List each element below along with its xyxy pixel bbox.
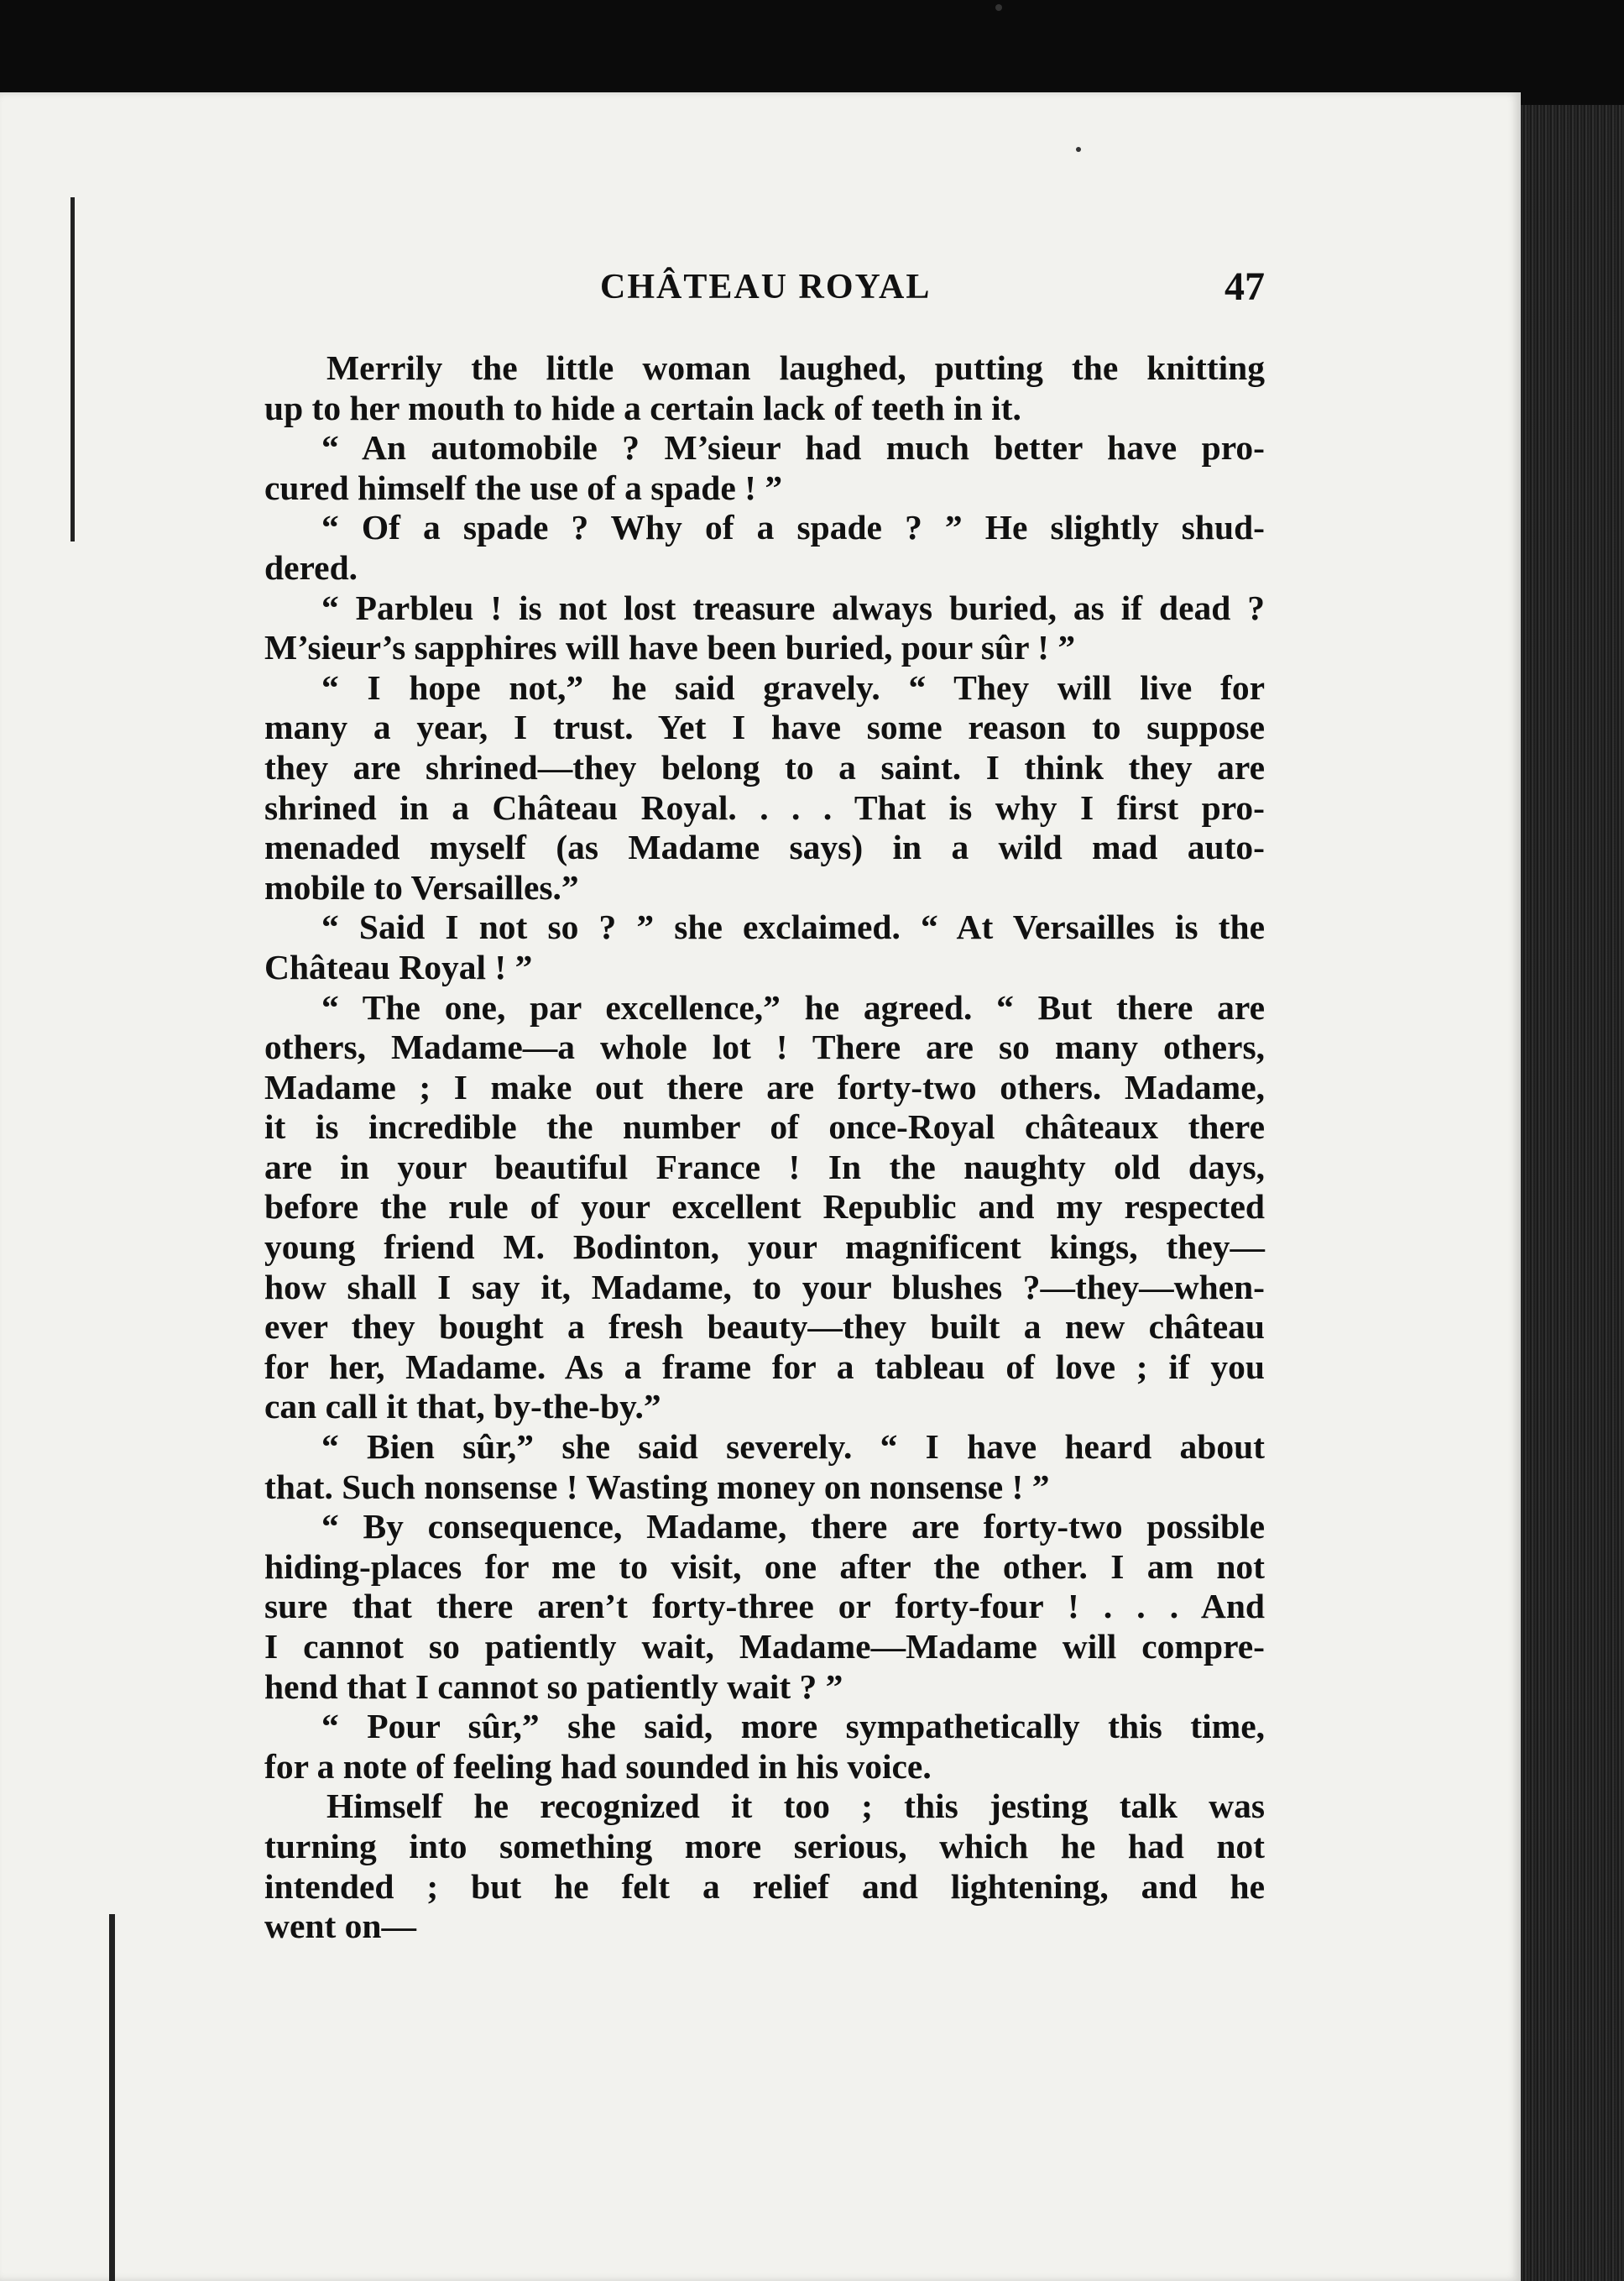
text-line: “ The one, par excellence,” he agreed. “ But there are — [321, 987, 1265, 1027]
scan-speck — [995, 4, 1002, 11]
text-line: others, Madame—a whole lot ! There are so many others, — [264, 1028, 1265, 1067]
text-line: many a year, I trust. Yet I have some reason to suppose — [264, 708, 1265, 747]
text-line: sure that there aren’t forty-three or forty-four ! . . . And — [264, 1587, 1265, 1626]
text-line: Himself he recognized it too ; this jesting talk was — [326, 1787, 1265, 1826]
text-line: shrined in a Château Royal. . . . That is why I first pro- — [264, 787, 1265, 827]
body-text — [264, 348, 1265, 1947]
page-header — [264, 264, 1265, 317]
text-line: how shall I say it, Madame, to your blushes ?—they—when- — [264, 1267, 1265, 1306]
text-line: before the rule of your excellent Republic and my respected — [264, 1187, 1265, 1227]
text-line: cured himself the use of a spade ! ” — [264, 468, 783, 507]
text-line: “ Bien sûr,” she said severely. “ I have heard about — [321, 1427, 1265, 1467]
gutter-shadow-top — [70, 197, 75, 541]
text-line: for her, Madame. As a frame for a tableau of love ; if you — [264, 1347, 1265, 1386]
text-line: menaded myself (as Madame says) in a wild mad auto- — [264, 828, 1265, 867]
page-number: 47 — [1225, 264, 1265, 309]
text-line: dered. — [264, 547, 358, 587]
scan-speck — [1076, 147, 1081, 152]
text-line: ever they bought a fresh beauty—they built a new château — [264, 1307, 1265, 1347]
text-line: “ Of a spade ? Why of a spade ? ” He slightly shud- — [321, 508, 1265, 547]
text-line: young friend M. Bodinton, your magnificent kings, they— — [264, 1227, 1265, 1267]
text-line: “ Said I not so ? ” she exclaimed. “ At Versailles is the — [321, 908, 1265, 947]
text-line: hiding-places for me to visit, one after the other. I am not — [264, 1546, 1265, 1586]
text-line: up to her mouth to hide a certain lack of teeth in it. — [264, 388, 1021, 427]
text-line: Madame ; I make out there are forty-two others. Madame, — [264, 1067, 1265, 1106]
text-line: Château Royal ! ” — [264, 947, 533, 986]
text-line: it is incredible the number of once-Royal châteaux there — [264, 1107, 1265, 1147]
text-line: “ Pour sûr,” she said, more sympathetically this time, — [321, 1707, 1265, 1746]
text-line: I cannot so patiently wait, Madame—Madame will compre- — [264, 1627, 1265, 1666]
text-line: that. Such nonsense ! Wasting money on nonsense ! ” — [264, 1467, 1050, 1506]
text-line: went on— — [264, 1907, 416, 1946]
text-line: turning into something more serious, which he had not — [264, 1826, 1265, 1865]
text-line: can call it that, by-the-by.” — [264, 1387, 661, 1426]
text-line: “ An automobile ? M’sieur had much better have pro- — [321, 428, 1265, 468]
running-title: CHÂTEAU ROYAL — [600, 268, 932, 306]
text-line: are in your beautiful France ! In the naughty old days, — [264, 1147, 1265, 1186]
text-line: “ Parbleu ! is not lost treasure always buried, as if dead ? — [321, 588, 1265, 627]
text-line: M’sieur’s sapphires will have been buried, pour sûr ! ” — [264, 628, 1076, 667]
text-line: “ By consequence, Madame, there are forty-two possible — [321, 1507, 1265, 1546]
page-edge-stack — [1521, 105, 1624, 2281]
text-line: they are shrined—they belong to a saint. I think they are — [264, 747, 1265, 787]
text-line: intended ; but he felt a relief and lightening, and he — [264, 1866, 1265, 1906]
text-line: “ I hope not,” he said gravely. “ They will live for — [321, 667, 1265, 707]
gutter-shadow-bottom — [109, 1914, 115, 2281]
text-line: for a note of feeling had sounded in his voice. — [264, 1746, 932, 1786]
text-line: Merrily the little woman laughed, putting the knitting — [326, 348, 1265, 387]
text-line: hend that I cannot so patiently wait ? ” — [264, 1666, 843, 1706]
text-line: mobile to Versailles.” — [264, 867, 579, 907]
